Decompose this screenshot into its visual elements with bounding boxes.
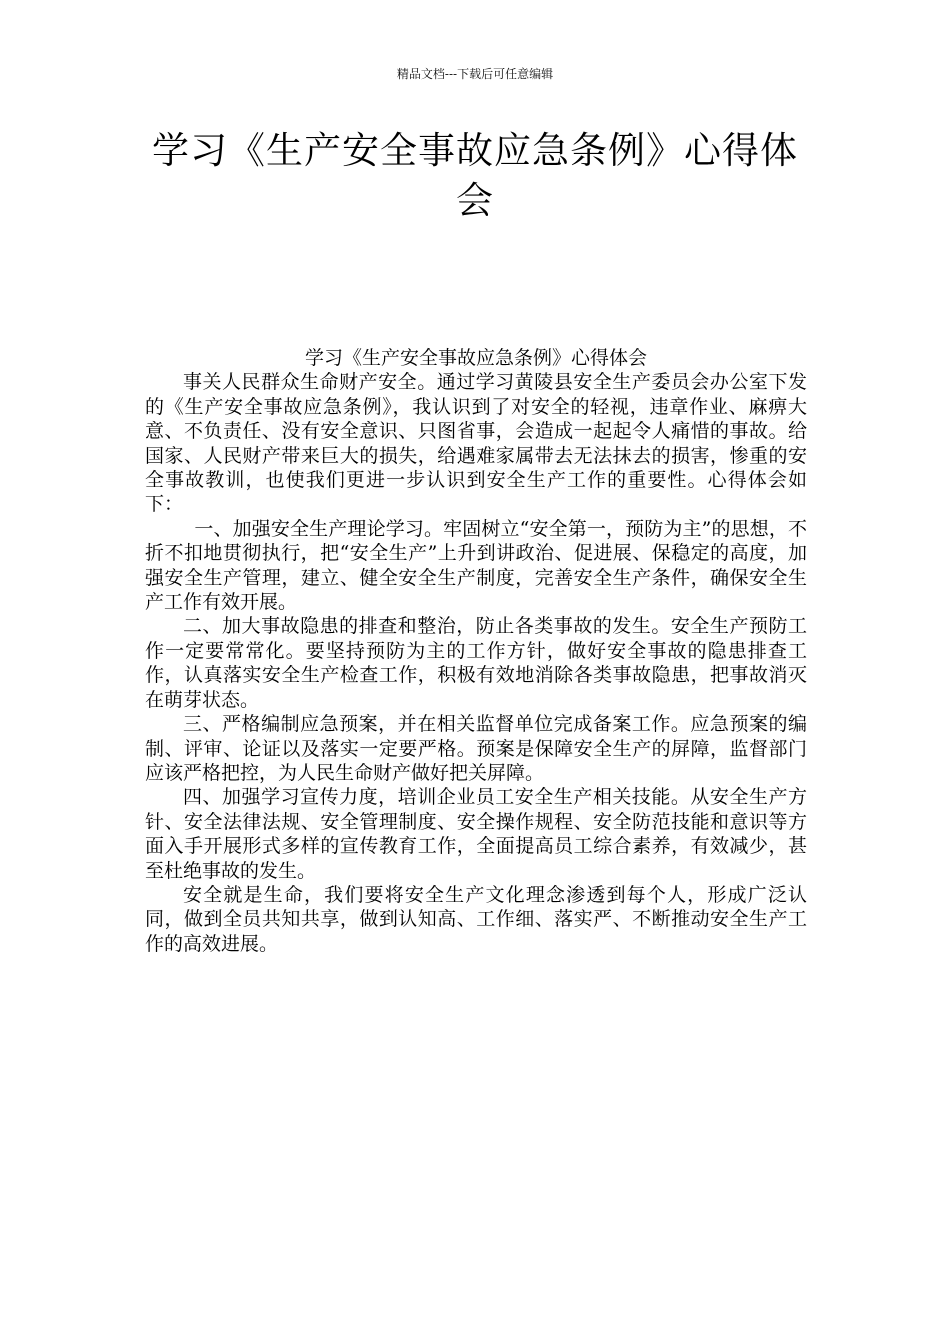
page-title: 学习《生产安全事故应急条例》心得体会 [152,129,798,222]
header-note: 精品文档---下载后可任意编辑 [396,67,554,81]
paragraph-intro: 事关人民群众生命财产安全。通过学习黄陵县安全生产委员会办公室下发的《生产安全事故应急条例》，我认识到了对安全的轻视，违章作业、麻痹大意、不负责任、没有安全意识、只图省事，会造成一起起令人痛惜的事故。给国家、人民财产带来巨大的损失，给遇难家属带去无法抹去的损害，惨重的安全事故教训，也使我们更进一步认识到安全生产工作的重要性。心得体会如下： [145,371,807,516]
paragraph-point-four: 四、加强学习宣传力度，培训企业员工安全生产相关技能。从安全生产方针、安全法律法规、安全管理制度、安全操作规程、安全防范技能和意识等方面入手开展形式多样的宣传教育工作，全面提高员工综合素养，有效减少，甚至杜绝事故的发生。 [145,786,807,882]
document-subtitle: 学习《生产安全事故应急条例》心得体会 [304,347,647,369]
paragraph-point-three: 三、严格编制应急预案，并在相关监督单位完成备案工作。应急预案的编制、评审、论证以及落实一定要严格。预案是保障安全生产的屏障，监督部门应该严格把控，为人民生命财产做好把关屏障。 [145,713,807,784]
document-body [145,346,807,956]
paragraph-conclusion: 安全就是生命，我们要将安全生产文化理念渗透到每个人，形成广泛认同，做到全员共知共享，做到认知高、工作细、落实严、不断推动安全生产工作的高效进展。 [145,883,807,955]
paragraph-point-two: 二、加大事故隐患的排查和整治，防止各类事故的发生。安全生产预防工作一定要常常化。要坚持预防为主的工作方针，做好安全事故的隐患排查工作，认真落实安全生产检查工作，积极有效地消除各类事故隐患，把事故消灭在萌芽状态。 [145,615,807,711]
paragraph-point-one: 一、加强安全生产理论学习。牢固树立“安全第一，预防为主”的思想，不折不扣地贯彻执行，把“安全生产”上升到讲政治、促进展、保稳定的高度，加强安全生产管理，建立、健全安全生产制度，完善安全生产条件，确保安全生产工作有效开展。 [145,517,807,614]
